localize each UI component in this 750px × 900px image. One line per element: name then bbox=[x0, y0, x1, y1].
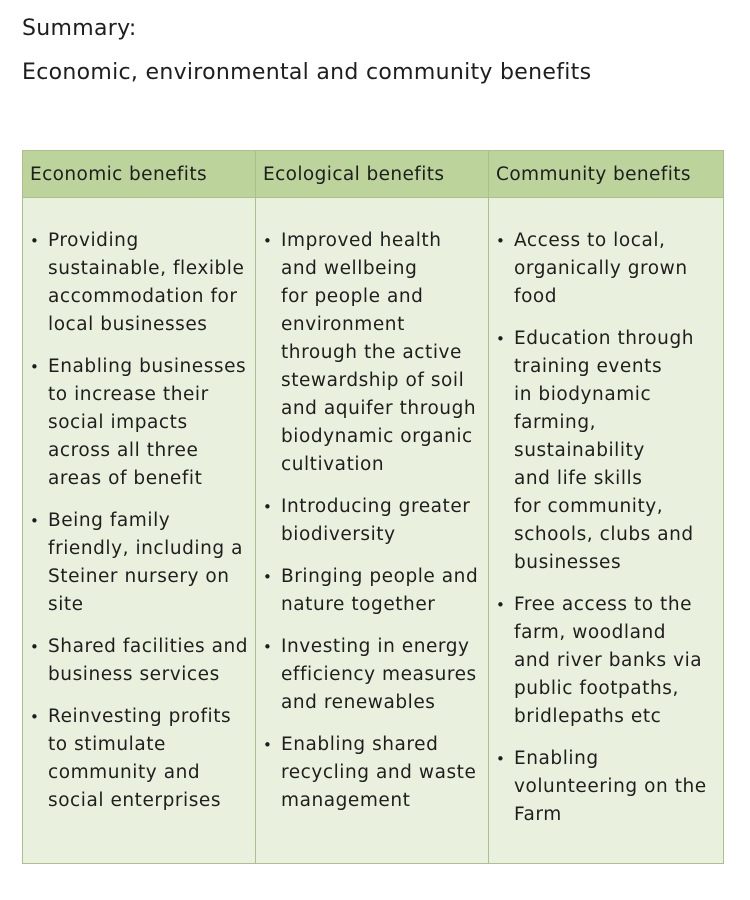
bullet-icon: • bbox=[30, 358, 40, 376]
list-item-line: farming, bbox=[514, 412, 597, 433]
list-item bbox=[256, 493, 488, 549]
list-item-line: Reinvesting profits bbox=[48, 706, 232, 727]
list-item-line: across all three bbox=[48, 440, 199, 461]
bullet-icon: • bbox=[263, 568, 273, 586]
list-item-line: training events bbox=[514, 356, 663, 377]
list-item-line: management bbox=[281, 790, 411, 811]
table-header-row bbox=[23, 151, 724, 198]
bullet-icon: • bbox=[263, 638, 273, 656]
list-item-line: Access to local, bbox=[514, 230, 666, 251]
list-item-line: stewardship of soil bbox=[281, 370, 465, 391]
economic-benefits-list bbox=[23, 227, 255, 815]
list-item-line: through the active bbox=[281, 342, 462, 363]
list-item-line: environment bbox=[281, 314, 405, 335]
list-item-line: friendly, including a bbox=[48, 538, 243, 559]
list-item-line: nature together bbox=[281, 594, 436, 615]
list-item bbox=[256, 633, 488, 717]
list-item-line: volunteering on the bbox=[514, 776, 707, 797]
list-item-line: food bbox=[514, 286, 558, 307]
list-item-line: Education through bbox=[514, 328, 695, 349]
list-item-line: for community, bbox=[514, 496, 664, 517]
bullet-icon: • bbox=[30, 232, 40, 250]
list-item-line: recycling and waste bbox=[281, 762, 477, 783]
list-item bbox=[23, 353, 255, 493]
list-item-line: Enabling shared bbox=[281, 734, 439, 755]
list-item-line: efficiency measures bbox=[281, 664, 477, 685]
list-item bbox=[489, 227, 723, 311]
list-item-line: and renewables bbox=[281, 692, 436, 713]
list-item-line: Investing in energy bbox=[281, 636, 470, 657]
list-item-line: cultivation bbox=[281, 454, 385, 475]
header-economic-benefits: Economic benefits bbox=[23, 151, 256, 198]
benefits-table bbox=[22, 150, 724, 864]
list-item-line: farm, woodland bbox=[514, 622, 667, 643]
list-item-line: and aquifer through bbox=[281, 398, 477, 419]
list-item-line: Shared facilities and bbox=[48, 636, 249, 657]
list-item-line: Improved health bbox=[281, 230, 442, 251]
community-benefits-list bbox=[489, 227, 723, 829]
list-item bbox=[256, 731, 488, 815]
list-item-line: and river banks via bbox=[514, 650, 703, 671]
list-item-line: local businesses bbox=[48, 314, 208, 335]
list-item bbox=[489, 325, 723, 577]
list-item-line: social impacts bbox=[48, 412, 188, 433]
list-item-line: schools, clubs and bbox=[514, 524, 694, 545]
ecological-benefits-cell bbox=[256, 198, 489, 864]
list-item-line: Free access to the bbox=[514, 594, 693, 615]
list-item-line: biodynamic organic bbox=[281, 426, 473, 447]
bullet-icon: • bbox=[496, 232, 506, 250]
bullet-icon: • bbox=[496, 596, 506, 614]
list-item-line: Introducing greater bbox=[281, 496, 471, 517]
list-item-line: to increase their bbox=[48, 384, 209, 405]
list-item-line: Bringing people and bbox=[281, 566, 479, 587]
list-item bbox=[23, 703, 255, 815]
list-item-line: Enabling bbox=[514, 748, 599, 769]
list-item bbox=[23, 633, 255, 689]
list-item bbox=[489, 591, 723, 731]
list-item-line: community and bbox=[48, 762, 201, 783]
page-subtitle: Economic, environmental and community benefits bbox=[22, 60, 592, 85]
list-item-line: Steiner nursery on bbox=[48, 566, 230, 587]
community-benefits-cell bbox=[489, 198, 724, 864]
list-item-line: accommodation for bbox=[48, 286, 238, 307]
list-item-line: organically grown bbox=[514, 258, 688, 279]
bullet-icon: • bbox=[496, 750, 506, 768]
bullet-icon: • bbox=[263, 736, 273, 754]
bullet-icon: • bbox=[30, 512, 40, 530]
list-item-line: sustainability bbox=[514, 440, 645, 461]
list-item-line: Providing bbox=[48, 230, 139, 251]
list-item-line: sustainable, flexible bbox=[48, 258, 245, 279]
list-item-line: areas of benefit bbox=[48, 468, 203, 489]
economic-benefits-cell bbox=[23, 198, 256, 864]
header-community-benefits: Community benefits bbox=[489, 151, 724, 198]
summary-heading: Summary: bbox=[22, 16, 137, 41]
list-item bbox=[23, 227, 255, 339]
list-item bbox=[256, 563, 488, 619]
list-item-line: bridlepaths etc bbox=[514, 706, 662, 727]
list-item-line: Enabling businesses bbox=[48, 356, 247, 377]
ecological-benefits-list bbox=[256, 227, 488, 815]
header-ecological-benefits: Ecological benefits bbox=[256, 151, 489, 198]
list-item bbox=[23, 507, 255, 619]
list-item-line: businesses bbox=[514, 552, 622, 573]
list-item-line: for people and bbox=[281, 286, 424, 307]
list-item-line: biodiversity bbox=[281, 524, 396, 545]
bullet-icon: • bbox=[30, 638, 40, 656]
list-item-line: social enterprises bbox=[48, 790, 222, 811]
bullet-icon: • bbox=[496, 330, 506, 348]
list-item-line: business services bbox=[48, 664, 220, 685]
list-item-line: public footpaths, bbox=[514, 678, 679, 699]
list-item-line: in biodynamic bbox=[514, 384, 652, 405]
bullet-icon: • bbox=[30, 708, 40, 726]
list-item-line: and life skills bbox=[514, 468, 643, 489]
list-item-line: site bbox=[48, 594, 84, 615]
list-item bbox=[256, 227, 488, 479]
list-item bbox=[489, 745, 723, 829]
list-item-line: Being family bbox=[48, 510, 171, 531]
table-body-row bbox=[23, 198, 724, 864]
list-item-line: Farm bbox=[514, 804, 562, 825]
list-item-line: to stimulate bbox=[48, 734, 166, 755]
bullet-icon: • bbox=[263, 498, 273, 516]
bullet-icon: • bbox=[263, 232, 273, 250]
list-item-line: and wellbeing bbox=[281, 258, 418, 279]
